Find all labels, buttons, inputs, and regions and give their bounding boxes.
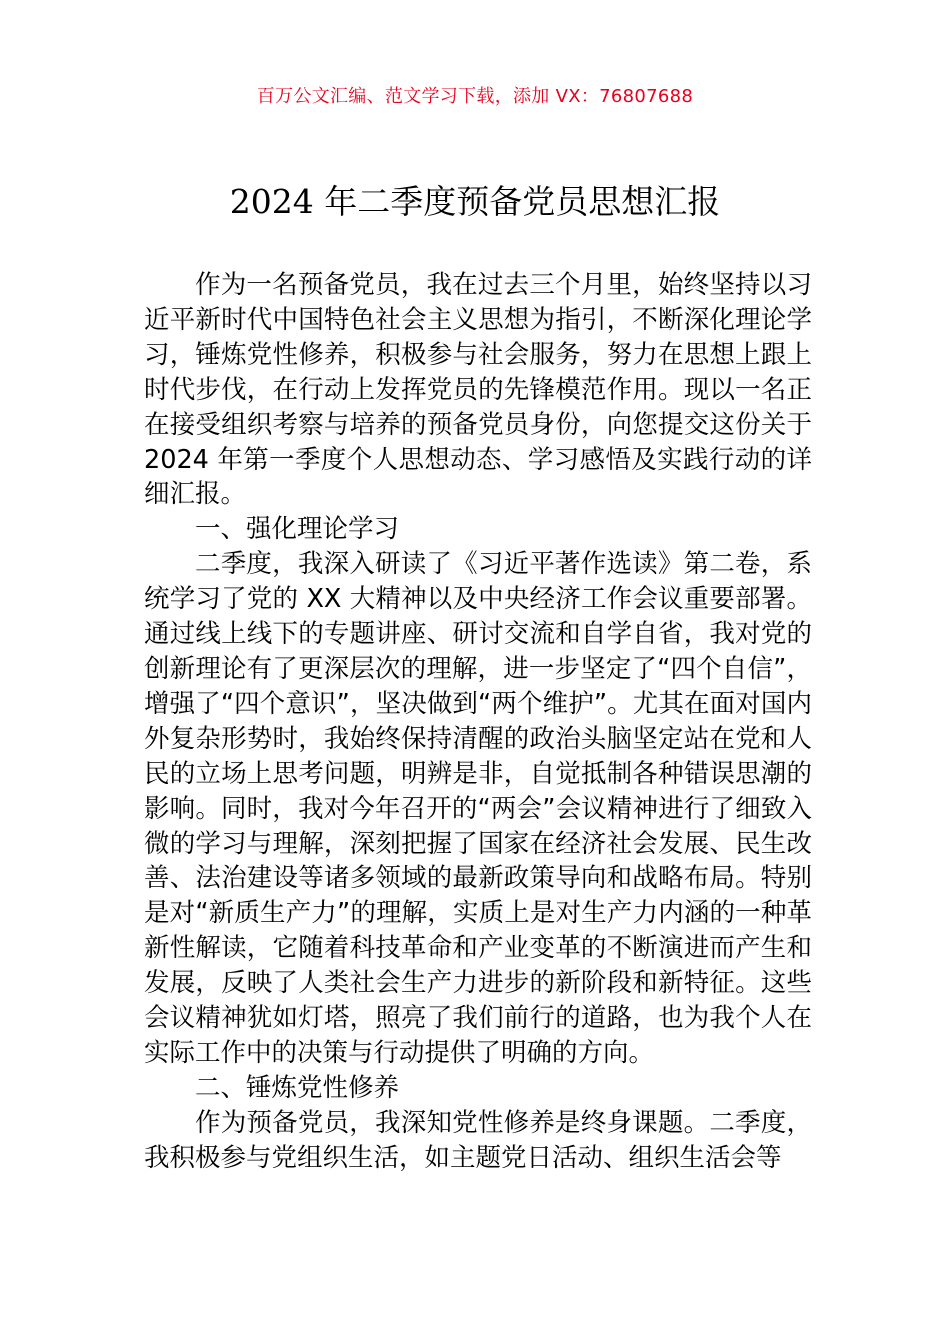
section-heading-theory-study: 一、强化理论学习 xyxy=(195,514,400,545)
document-body xyxy=(144,268,812,1176)
document-title: 2024 年二季度预备党员思想汇报 xyxy=(229,182,721,221)
party-spirit-paragraph: 作为预备党员，我深知党性修养是终身课题。二季度，我积极参与党组织生活，如主题党日活动、组织生活会等 xyxy=(144,1107,812,1173)
intro-paragraph: 作为一名预备党员，我在过去三个月里，始终坚持以习近平新时代中国特色社会主义思想为指引，不断深化理论学习，锤炼党性修养，积极参与社会服务，努力在思想上跟上时代步伐，在行动上发挥党员的先锋模范作用。现以一名正在接受组织考察与培养的预备党员身份，向您提交这份关于 2024 年第一季度个人思想动态、学习感悟及实践行动的详细汇报。 xyxy=(144,270,812,510)
theory-study-paragraph: 二季度，我深入研读了《习近平著作选读》第二卷，系统学习了党的 XX 大精神以及中央经济工作会议重要部署。通过线上线下的专题讲座、研讨交流和自学自省，我对党的创新理论有了更深层次的理解，进一步坚定了“四个自信”，增强了“四个意识”，坚决做到“两个维护”。尤其在面对国内外复杂形势时，我始终保持清醒的政治头脑坚定站在党和人民的立场上思考问题，明辨是非，自觉抵制各种错误思潮的影响。同时，我对今年召开的“两会”会议精神进行了细致入微的学习与理解，深刻把握了国家在经济社会发展、民生改善、法治建设等诸多领域的最新政策导向和战略布局。特别是对“新质生产力”的理解，实质上是对生产力内涵的一种革新性解读，它随着科技革命和产业变革的不断演进而产生和发展，反映了人类社会生产力进步的新阶段和新特征。这些会议精神犹如灯塔，照亮了我们前行的道路，也为我个人在实际工作中的决策与行动提供了明确的方向。 xyxy=(144,549,812,1068)
header-watermark-note: 百万公文汇编、范文学习下载，添加 VX：76807688 xyxy=(256,86,694,107)
section-heading-party-spirit: 二、锤炼党性修养 xyxy=(195,1072,400,1103)
